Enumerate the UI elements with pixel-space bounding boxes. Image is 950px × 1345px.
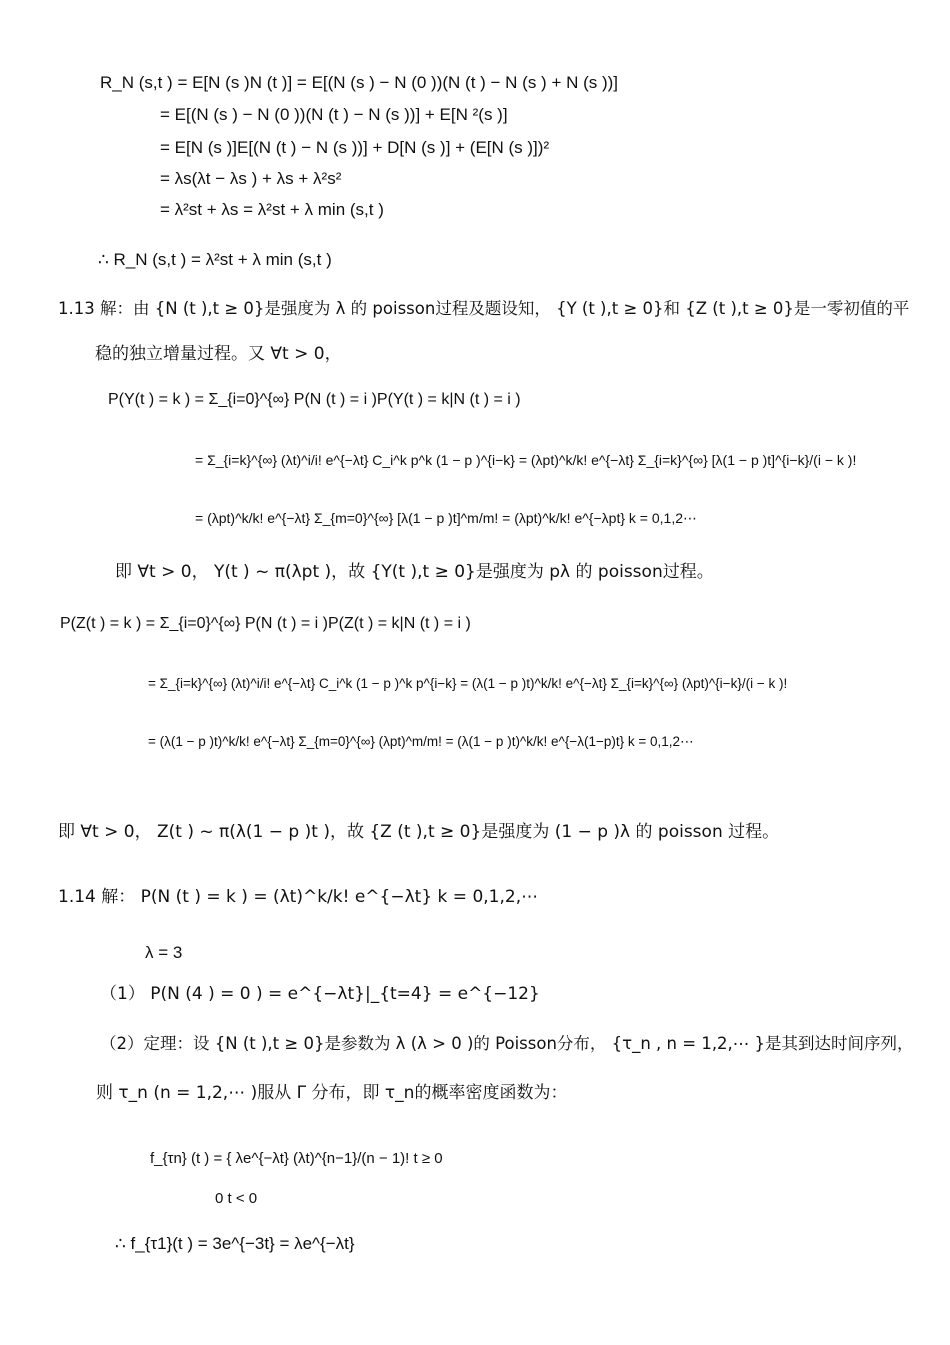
- problem-1-14-part-2b: 则 τ_n (n = 1,2,⋯ )服从 Γ 分布，即 τ_n的概率密度函数为：: [96, 1083, 568, 1103]
- eq-y-line-3: = (λpt)^k/k! e^{−λt} Σ_{m=0}^{∞} [λ(1 − p )t]^m/m! = (λpt)^k/k! e^{−λpt} k = 0,1,2⋯: [195, 510, 697, 526]
- density-case-1: f_{τn} (t ) = { λe^{−λt} (λt)^{n−1}/(n − 1)! t ≥ 0: [150, 1150, 443, 1167]
- eq-z-line-1: P(Z(t ) = k ) = Σ_{i=0}^{∞} P(N (t ) = i )P(Z(t ) = k|N (t ) = i ): [60, 615, 471, 632]
- problem-1-14-line-1: 1.14 解： P(N (t ) = k ) = (λt)^k/k! e^{−λt} k = 0,1,2,⋯: [58, 887, 539, 907]
- z-conclusion: 即 ∀t > 0， Z(t ) ~ π(λ(1 − p )t )，故 {Z (t ),t ≥ 0}是强度为 (1 − p )λ 的 poisson 过程。: [58, 822, 780, 842]
- problem-1-14-part-2: （2）定理：设 {N (t ),t ≥ 0}是参数为 λ (λ > 0 )的 Poisson分布， {τ_n , n = 1,2,⋯ }是其到达时间序列，: [100, 1034, 914, 1053]
- eq-rn-line-2: = E[(N (s ) − N (0 ))(N (t ) − N (s ))] + E[N ²(s )]: [160, 105, 508, 124]
- problem-1-13-line-1: 1.13 解：由 {N (t ),t ≥ 0}是强度为 λ 的 poisson过程及题设知， {Y (t ),t ≥ 0}和 {Z (t ),t ≥ 0}是一零初值的平: [58, 299, 910, 318]
- final-equation: ∴ f_{τ1}(t ) = 3e^{−3t} = λe^{−λt}: [115, 1234, 355, 1253]
- eq-rn-line-5: = λ²st + λs = λ²st + λ min (s,t ): [160, 200, 384, 219]
- eq-rn-line-3: = E[N (s )]E[(N (t ) − N (s ))] + D[N (s )] + (E[N (s )])²: [160, 138, 550, 157]
- density-case-2: 0 t < 0: [215, 1190, 258, 1207]
- eq-y-line-1: P(Y(t ) = k ) = Σ_{i=0}^{∞} P(N (t ) = i )P(Y(t ) = k|N (t ) = i ): [108, 391, 521, 408]
- eq-rn-line-1: R_N (s,t ) = E[N (s )N (t )] = E[(N (s ) − N (0 ))(N (t ) − N (s ) + N (s ))]: [100, 73, 619, 92]
- problem-1-14-part-1: （1） P(N (4 ) = 0 ) = e^{−λt}|_{t=4} = e^{−12}: [100, 984, 540, 1004]
- eq-z-line-2: = Σ_{i=k}^{∞} (λt)^i/i! e^{−λt} C_i^k (1 − p )^k p^{i−k} = (λ(1 − p )t)^k/k! e^{−λt} Σ_{i=k}^{∞} (λpt)^{i−k}/(i − k )!: [148, 676, 788, 691]
- y-conclusion: 即 ∀t > 0， Y(t ) ~ π(λpt )，故 {Y(t ),t ≥ 0}是强度为 pλ 的 poisson过程。: [115, 562, 714, 582]
- lambda-value: λ = 3: [145, 943, 183, 962]
- eq-z-line-3: = (λ(1 − p )t)^k/k! e^{−λt} Σ_{m=0}^{∞} (λpt)^m/m! = (λ(1 − p )t)^k/k! e^{−λ(1−p)t} k = 0,1,2⋯: [148, 734, 694, 749]
- eq-rn-conclusion: ∴ R_N (s,t ) = λ²st + λ min (s,t ): [98, 250, 332, 269]
- eq-y-line-2: = Σ_{i=k}^{∞} (λt)^i/i! e^{−λt} C_i^k p^k (1 − p )^{i−k} = (λpt)^k/k! e^{−λt} Σ_{i=k}^{∞} [λ(1 − p )t]^{i−k}/(i − k )!: [195, 452, 857, 468]
- problem-1-13-line-2: 稳的独立增量过程。又 ∀t > 0，: [95, 344, 342, 364]
- eq-rn-line-4: = λs(λt − λs ) + λs + λ²s²: [160, 169, 342, 188]
